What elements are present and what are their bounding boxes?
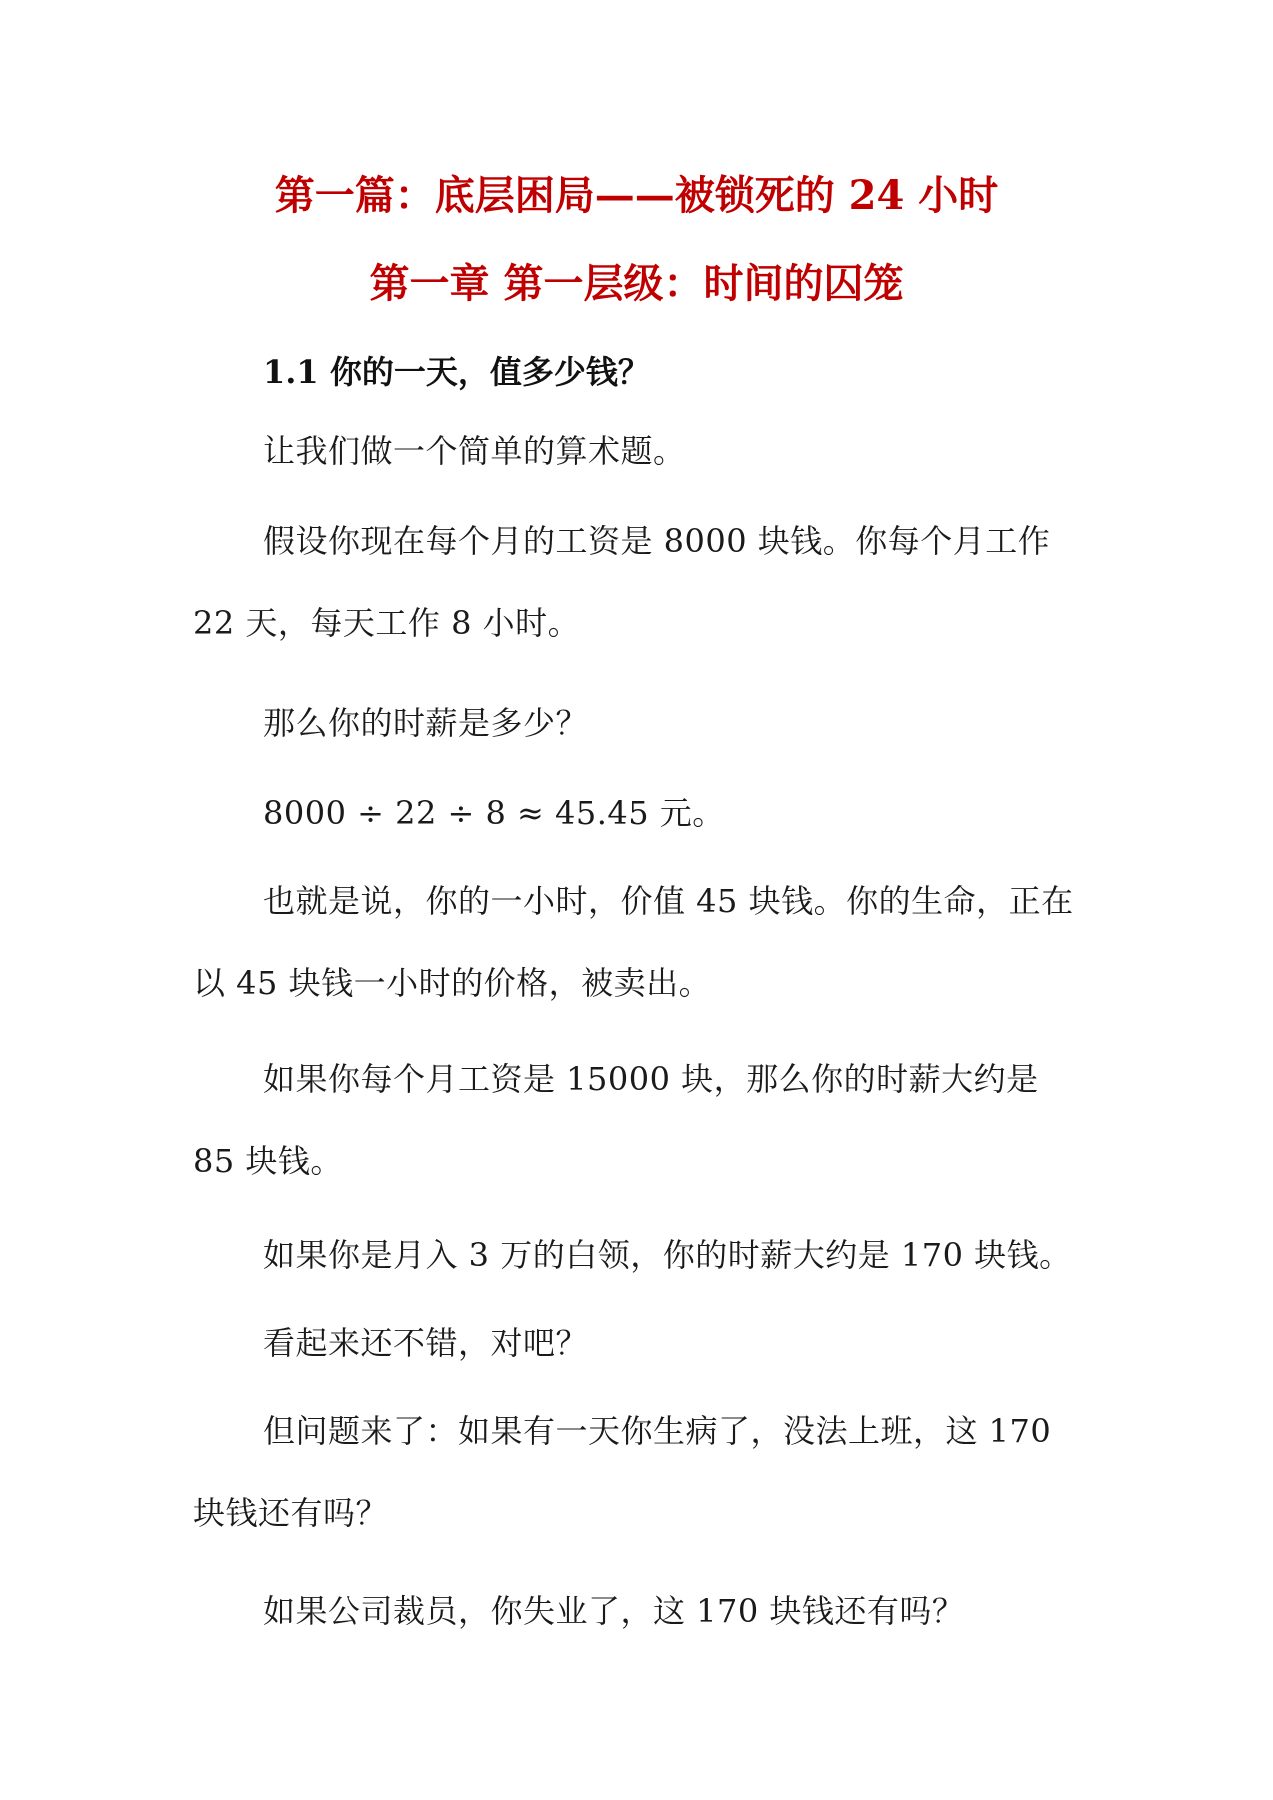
paragraph: 也就是说，你的一小时，价值 45 块钱。你的生命，正在以 45 块钱一小时的价格，被卖出。 <box>193 882 1074 1002</box>
section-heading: 1.1 你的一天，值多少钱？ <box>263 353 650 391</box>
paragraph: 让我们做一个简单的算术题。 <box>263 432 686 470</box>
paragraph: 看起来还不错，对吧？ <box>263 1324 589 1362</box>
paragraph: 但问题来了：如果有一天你生病了，没法上班，这 170 块钱还有吗？ <box>193 1412 1052 1532</box>
paragraph: 如果你每个月工资是 15000 块，那么你的时薪大约是 85 块钱。 <box>193 1060 1039 1180</box>
paragraph: 如果你是月入 3 万的白领，你的时薪大约是 170 块钱。 <box>263 1236 1072 1274</box>
chapter-title: 第一章 第一层级：时间的囚笼 <box>369 260 904 307</box>
paragraph: 8000 ÷ 22 ÷ 8 ≈ 45.45 元。 <box>263 794 725 832</box>
paragraph: 那么你的时薪是多少？ <box>263 704 589 742</box>
paragraph: 假设你现在每个月的工资是 8000 块钱。你每个月工作 22 天，每天工作 8 小时。 <box>193 522 1051 642</box>
part-title: 第一篇：底层困局——被锁死的 24 小时 <box>274 172 999 219</box>
paragraph: 如果公司裁员，你失业了，这 170 块钱还有吗？ <box>263 1592 965 1630</box>
